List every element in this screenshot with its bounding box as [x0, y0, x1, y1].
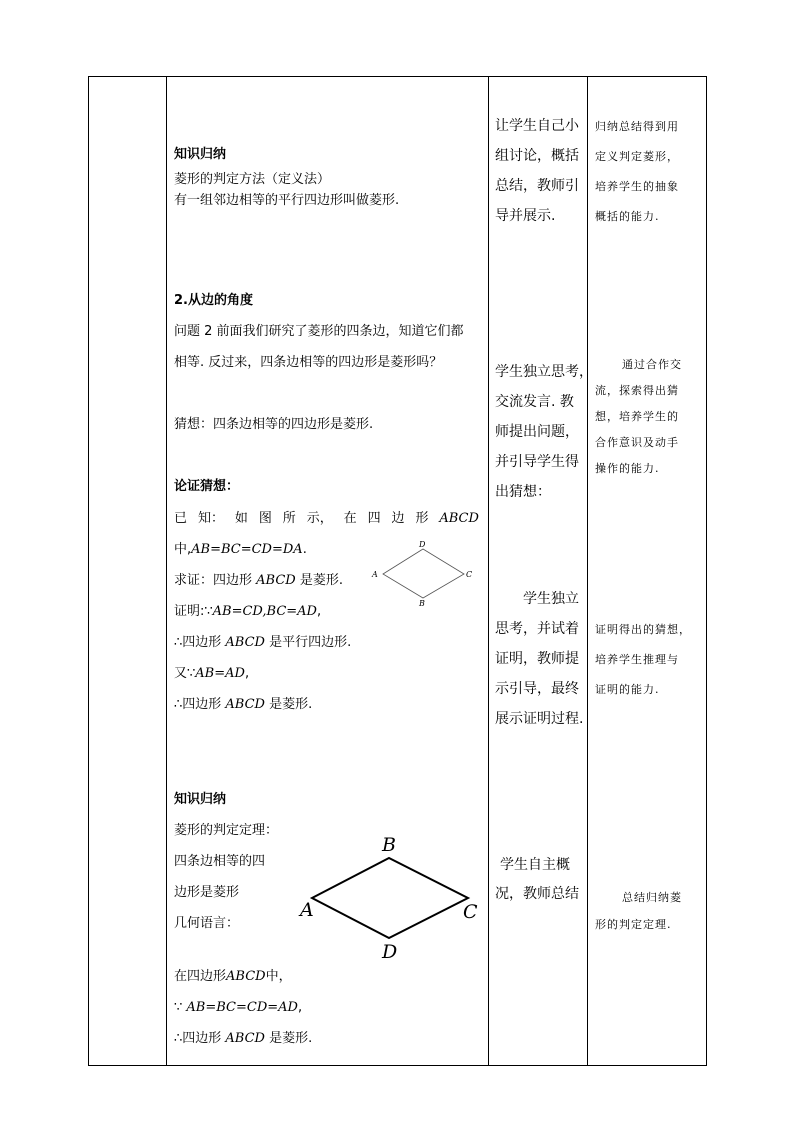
given-char: 图 [258, 511, 272, 526]
design-intent-line: 定义判定菱形， [595, 150, 679, 163]
vertex-label-d: D [419, 540, 426, 549]
student-activity-line: 并引导学生得 [495, 454, 579, 470]
rhombus-figure-large [296, 830, 486, 965]
given-char: 边 [391, 511, 405, 526]
given-line [174, 511, 479, 527]
vertex-label-b: B [382, 834, 396, 856]
student-activity-line: 思考，并试着 [495, 621, 579, 637]
theorem-line: 菱形的判定定理： [174, 823, 279, 838]
student-activity-line: 示引导，最终 [495, 681, 579, 697]
student-activity-line: 导并展示. [495, 208, 556, 224]
design-intent-line: 想，培养学生的 [595, 410, 679, 423]
vertex-label-b: B [419, 599, 425, 608]
proof-step-1: 证明:∵AB=CD,BC=AD, [174, 604, 322, 619]
proof-step-4: ∴四边形 ABCD 是菱形. [174, 697, 313, 712]
student-activity-line: 让学生自己小 [495, 118, 579, 134]
question-line: 相等. 反过来，四条边相等的四边形是菱形吗？ [174, 355, 443, 370]
design-intent-line: 合作意识及动手 [595, 436, 679, 449]
table-border-col3 [488, 76, 489, 1066]
conjecture-line: 猜想：四条边相等的四边形是菱形. [174, 417, 374, 432]
table-border-right [706, 76, 707, 1066]
geometry-line: 在四边形ABCD中， [174, 969, 292, 984]
section-heading: 2.从边的角度 [174, 293, 253, 308]
theorem-line: 四条边相等的四 [174, 854, 266, 869]
given-char: 如 [234, 511, 248, 526]
geometry-line: ∵ AB=BC=CD=AD, [174, 1000, 303, 1015]
design-intent-line: 通过合作交 [622, 358, 682, 371]
proof-step-3: 又∵AB=AD, [174, 666, 250, 681]
given-name: ABCD [439, 511, 479, 526]
student-activity-line: 学生独立 [523, 591, 579, 607]
design-intent-line: 流，探索得出猜 [595, 384, 679, 397]
given-char: 所 [282, 511, 296, 526]
student-activity-line: 学生自主概 [500, 857, 570, 873]
given-char: 示， [306, 511, 333, 526]
proof-heading: 论证猜想： [174, 479, 240, 494]
design-intent-line: 形的判定定理. [595, 918, 672, 931]
student-activity-line: 展示证明过程. [495, 711, 584, 727]
rhombus-outline [312, 858, 468, 938]
question-line: 问题 2 前面我们研究了菱形的四条边，知道它们都 [174, 324, 464, 339]
table-border-left [88, 76, 89, 1066]
student-activity-line: 总结，教师引 [495, 178, 579, 194]
knowledge-heading-1: 知识归纳 [174, 147, 227, 162]
knowledge-line: 菱形的判定方法（定义法） [174, 172, 331, 187]
vertex-label-c: C [463, 901, 478, 923]
student-activity-line: 况，教师总结 [495, 886, 579, 902]
given-char: 已 [174, 511, 188, 526]
rhombus-outline [383, 549, 464, 598]
student-activity-line: 师提出问题， [495, 424, 579, 440]
table-border-col4 [587, 76, 588, 1066]
design-intent-line: 总结归纳菱 [622, 891, 682, 904]
given-char: 在 [343, 511, 357, 526]
student-activity-line: 交流发言. 教 [495, 394, 574, 410]
table-top-border [88, 76, 707, 77]
given-line-2: 中,AB=BC=CD=DA. [174, 542, 307, 557]
table-border-col2 [166, 76, 167, 1066]
design-intent-line: 归纳总结得到用 [595, 120, 679, 133]
design-intent-line: 证明得出的猜想， [595, 623, 691, 636]
vertex-label-d: D [382, 941, 398, 963]
knowledge-line: 有一组邻边相等的平行四边形叫做菱形. [174, 193, 400, 208]
theorem-line: 边形是菱形 [174, 885, 240, 900]
student-activity-line: 学生独立思考， [495, 364, 593, 380]
prove-line: 求证：四边形 ABCD 是菱形. [174, 573, 343, 588]
given-char: 知： [197, 511, 224, 526]
student-activity-line: 组讨论，概括 [495, 148, 579, 164]
design-intent-line: 培养学生的抽象 [595, 180, 679, 193]
student-activity-line: 出猜想： [495, 484, 551, 500]
vertex-label-a: A [372, 570, 378, 579]
vertex-label-a: A [300, 899, 314, 921]
given-char: 形 [415, 511, 429, 526]
table-bottom-border [88, 1065, 707, 1066]
theorem-line: 几何语言： [174, 916, 240, 931]
student-activity-line: 证明，教师提 [495, 651, 579, 667]
rhombus-figure-small [368, 538, 478, 610]
proof-step-2: ∴四边形 ABCD 是平行四边形. [174, 635, 352, 650]
given-char: 四 [367, 511, 381, 526]
design-intent-line: 概括的能力. [595, 210, 660, 223]
geometry-line: ∴四边形 ABCD 是菱形. [174, 1031, 313, 1046]
vertex-label-c: C [466, 570, 473, 579]
design-intent-line: 培养学生推理与 [595, 653, 679, 666]
design-intent-line: 证明的能力. [595, 683, 660, 696]
knowledge-heading-2: 知识归纳 [174, 792, 227, 807]
design-intent-line: 操作的能力. [595, 462, 660, 475]
